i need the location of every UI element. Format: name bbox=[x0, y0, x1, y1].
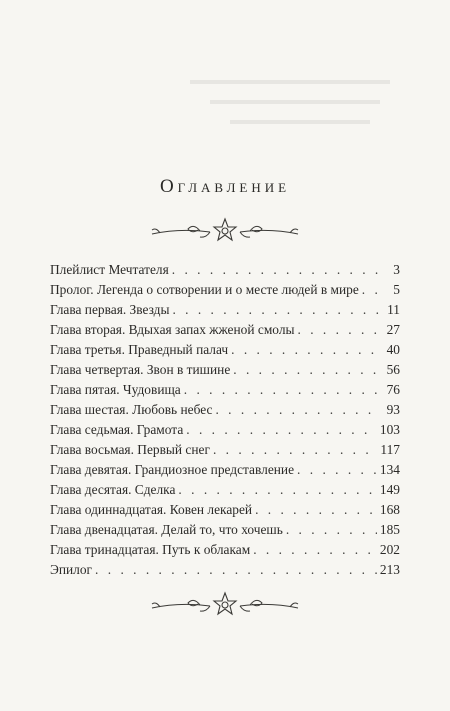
toc-entry-page-number: 11 bbox=[387, 302, 400, 317]
floral-divider-icon bbox=[150, 588, 300, 622]
toc-entry-title: Эпилог bbox=[50, 562, 93, 577]
dot-leader bbox=[172, 262, 381, 278]
toc-entry-page-number: 76 bbox=[386, 382, 400, 397]
toc-entry-title: Глава восьмая. Первый снег bbox=[50, 442, 210, 457]
dot-leader bbox=[255, 502, 377, 518]
dot-leader bbox=[362, 282, 381, 298]
toc-entry[interactable] bbox=[50, 362, 400, 382]
toc-entry-title: Пролог. Легенда о сотворении и о месте людей в мире bbox=[50, 282, 359, 297]
toc-entry-page-number: 40 bbox=[386, 342, 400, 357]
toc-entry-title: Глава шестая. Любовь небес bbox=[50, 402, 213, 417]
toc-entry[interactable] bbox=[50, 562, 400, 582]
toc-entry[interactable] bbox=[50, 282, 400, 302]
toc-entry[interactable] bbox=[50, 442, 400, 462]
toc-entry-title: Глава четвертая. Звон в тишине bbox=[50, 362, 231, 377]
toc-entry-page-number: 134 bbox=[379, 462, 400, 477]
dot-leader bbox=[172, 302, 381, 318]
dot-leader bbox=[178, 482, 376, 498]
toc-entry-page-number: 117 bbox=[380, 442, 400, 457]
toc-entry[interactable] bbox=[50, 462, 400, 482]
dot-leader bbox=[186, 422, 377, 438]
toc-entry-title: Глава седьмая. Грамота bbox=[50, 422, 184, 437]
toc-entry-title: Глава десятая. Сделка bbox=[50, 482, 176, 497]
toc-entry-title: Глава первая. Звезды bbox=[50, 302, 170, 317]
show-through-text bbox=[170, 60, 420, 160]
toc-entry-page-number: 103 bbox=[379, 422, 400, 437]
toc-entry-page-number: 3 bbox=[393, 262, 400, 277]
toc-entry-page-number: 149 bbox=[379, 482, 400, 497]
toc-entry-title: Глава тринадцатая. Путь к облакам bbox=[50, 542, 251, 557]
floral-divider-icon bbox=[150, 214, 300, 248]
toc-entry-page-number: 56 bbox=[386, 362, 400, 377]
toc-entry[interactable] bbox=[50, 342, 400, 362]
toc-entry[interactable] bbox=[50, 262, 400, 282]
toc-entry[interactable] bbox=[50, 322, 400, 342]
toc-entry-title: Глава двенадцатая. Делай то, что хочешь bbox=[50, 522, 283, 537]
toc-entry-page-number: 185 bbox=[379, 522, 400, 537]
toc-entry[interactable] bbox=[50, 302, 400, 322]
dot-leader bbox=[184, 382, 381, 398]
toc-entry[interactable] bbox=[50, 482, 400, 502]
toc-entry-page-number: 168 bbox=[379, 502, 400, 517]
table-of-contents bbox=[50, 262, 400, 582]
toc-entry[interactable] bbox=[50, 522, 400, 542]
toc-entry[interactable] bbox=[50, 502, 400, 522]
toc-entry[interactable] bbox=[50, 402, 400, 422]
toc-entry-title: Глава одиннадцатая. Ковен лекарей bbox=[50, 502, 253, 517]
toc-entry-title: Глава девятая. Грандиозное представление bbox=[50, 462, 295, 477]
dot-leader bbox=[286, 522, 377, 538]
toc-entry[interactable] bbox=[50, 422, 400, 442]
dot-leader bbox=[253, 542, 377, 558]
dot-leader bbox=[95, 562, 377, 578]
dot-leader bbox=[213, 442, 377, 458]
toc-entry-title: Глава пятая. Чудовища bbox=[50, 382, 181, 397]
dot-leader bbox=[297, 462, 377, 478]
toc-entry-page-number: 27 bbox=[386, 322, 400, 337]
toc-entry[interactable] bbox=[50, 542, 400, 562]
toc-entry-page-number: 202 bbox=[379, 542, 400, 557]
toc-entry[interactable] bbox=[50, 382, 400, 402]
dot-leader bbox=[298, 322, 382, 338]
dot-leader bbox=[233, 362, 381, 378]
toc-entry-title: Глава вторая. Вдыхая запах жженой смолы bbox=[50, 322, 295, 337]
dot-leader bbox=[231, 342, 381, 358]
toc-entry-title: Глава третья. Праведный палач bbox=[50, 342, 229, 357]
page-title: Оглавление bbox=[159, 176, 291, 197]
dot-leader bbox=[215, 402, 381, 418]
toc-entry-title: Плейлист Мечтателя bbox=[50, 262, 169, 277]
toc-entry-page-number: 93 bbox=[386, 402, 400, 417]
toc-entry-page-number: 213 bbox=[379, 562, 400, 577]
toc-entry-page-number: 5 bbox=[393, 282, 400, 297]
